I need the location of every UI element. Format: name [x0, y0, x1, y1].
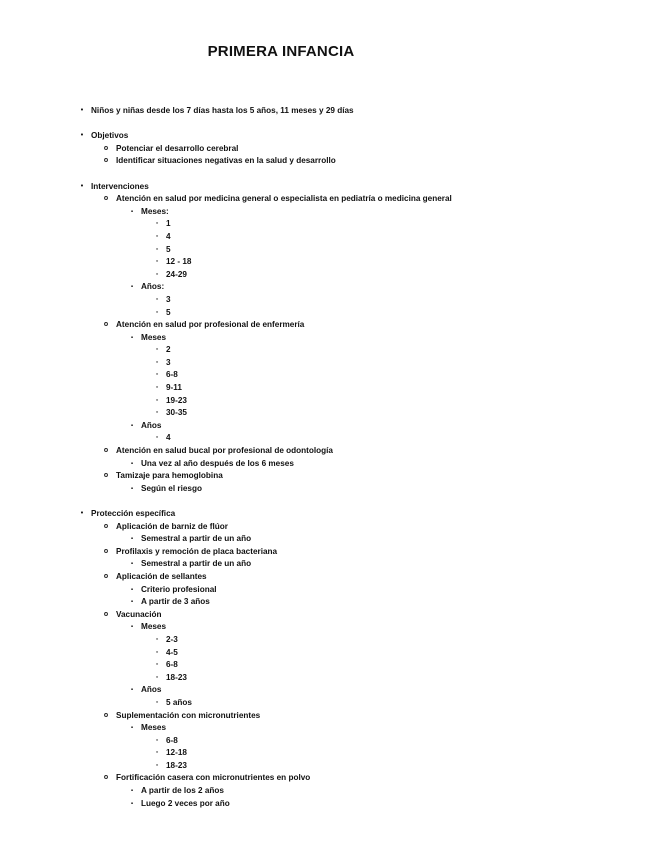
list-item-level-2: [0, 772, 640, 785]
bullet-icon: ▫: [155, 295, 159, 303]
list-item-text: Niños y niñas desde los 7 días hasta los 5 años, 11 meses y 29 días: [91, 106, 354, 115]
list-item-text: Vacunación: [116, 609, 162, 619]
list-item-level-1: [0, 181, 640, 194]
list-item-text: Años: [141, 420, 162, 430]
list-item-text: Aplicación de barniz de flúor: [116, 521, 228, 531]
list-item-level-4: [0, 647, 640, 660]
list-item-text: A partir de 3 años: [141, 597, 210, 607]
bullet-icon: o: [103, 157, 109, 165]
list-item-level-4: [0, 747, 640, 760]
list-item-level-3: [0, 684, 640, 697]
bullet-icon: ▪: [130, 624, 134, 631]
list-item-level-4: [0, 357, 640, 370]
list-item-level-3: [0, 420, 640, 433]
list-item-text: Profilaxis y remoción de placa bacteriana: [116, 546, 278, 556]
bullet-icon: o: [103, 447, 109, 455]
bullet-icon: ▫: [155, 635, 159, 643]
bullet-icon: ▫: [155, 736, 159, 744]
list-item-level-4: [0, 634, 640, 647]
bullet-icon: ▪: [130, 460, 134, 467]
bullet-icon: ▫: [155, 761, 159, 769]
bullet-icon: ▫: [155, 396, 159, 404]
bullet-icon: ▫: [155, 232, 159, 240]
list-item-text: 19-23: [166, 395, 187, 405]
list-item-text: Meses: [141, 723, 167, 733]
list-item-level-4: [0, 697, 640, 710]
list-item-text: Identificar situaciones negativas en la salud y desarrollo: [116, 156, 336, 166]
bullet-icon: •: [80, 132, 84, 140]
bullet-icon: ▪: [130, 485, 134, 492]
bullet-icon: ▫: [155, 673, 159, 681]
bullet-icon: •: [80, 107, 84, 114]
bullet-icon: ▫: [155, 258, 159, 266]
list-item-level-4: [0, 659, 640, 672]
list-item-text: Meses: [141, 332, 167, 342]
list-item-level-3: [0, 621, 640, 634]
bullet-icon: o: [103, 522, 109, 530]
list-item-text: Según el riesgo: [141, 483, 202, 493]
bullet-icon: ▪: [130, 208, 134, 215]
list-item-level-4: [0, 256, 640, 269]
list-item-level-3: [0, 596, 640, 609]
list-spacer: [0, 118, 640, 131]
list-item-level-3: [0, 332, 640, 345]
bullet-icon: ▪: [130, 687, 134, 694]
list-item-text: Luego 2 veces por año: [141, 798, 230, 808]
list-item-level-3: [0, 206, 640, 219]
list-item-text: 2: [166, 345, 171, 355]
bullet-icon: ▫: [155, 409, 159, 417]
list-item-text: Atención en salud por profesional de enfermería: [116, 320, 305, 330]
list-spacer: [0, 168, 640, 181]
bullet-icon: o: [103, 547, 109, 555]
list-item-text: 18-23: [166, 760, 187, 770]
list-item-level-4: [0, 760, 640, 773]
list-item-level-1: [0, 508, 640, 521]
bullet-icon: ▪: [130, 599, 134, 606]
list-item-text: Atención en salud bucal por profesional de odontología: [116, 446, 333, 456]
list-item-text: 4-5: [166, 647, 178, 657]
bullet-icon: o: [103, 774, 109, 782]
list-item-level-1: [0, 105, 640, 118]
list-item-text: 4: [166, 433, 171, 443]
bullet-icon: ▪: [130, 334, 134, 341]
bullet-icon: ▪: [130, 284, 134, 291]
list-item-text: Aplicación de sellantes: [116, 571, 207, 581]
list-item-level-4: [0, 395, 640, 408]
list-item-level-2: [0, 143, 640, 156]
list-item-text: 5 años: [166, 697, 192, 707]
bullet-icon: ▪: [130, 800, 134, 807]
list-item-text: Tamizaje para hemoglobina: [116, 471, 223, 481]
bullet-icon: ▫: [155, 346, 159, 354]
list-item-level-3: [0, 458, 640, 471]
list-item-text: 3: [166, 294, 171, 304]
list-item-text: Años: [141, 685, 162, 695]
list-item-level-3: [0, 483, 640, 496]
list-item-level-4: [0, 244, 640, 257]
list-item-level-1: [0, 130, 640, 143]
list-item-text: 6-8: [166, 735, 178, 745]
list-item-level-4: [0, 369, 640, 382]
list-item-text: Protección específica: [91, 509, 176, 518]
bullet-icon: •: [80, 510, 84, 517]
list-item-level-2: [0, 319, 640, 332]
list-item-text: 6-8: [166, 660, 178, 670]
list-item-level-4: [0, 382, 640, 395]
list-spacer: [0, 495, 640, 508]
list-item-level-4: [0, 269, 640, 282]
list-item-text: 1: [166, 219, 171, 229]
list-item-text: Objetivos: [91, 131, 129, 141]
list-item-text: Atención en salud por medicina general o especialista en pediatría o medicina general: [116, 194, 452, 204]
list-item-text: Criterio profesional: [141, 584, 217, 594]
list-item-text: 4: [166, 231, 171, 241]
list-item-text: 2-3: [166, 634, 178, 644]
list-item-level-4: [0, 432, 640, 445]
bullet-icon: •: [80, 182, 84, 190]
bullet-icon: ▫: [155, 749, 159, 757]
bullet-icon: o: [103, 195, 109, 203]
bullet-icon: ▪: [130, 561, 134, 568]
list-item-text: 18-23: [166, 672, 187, 682]
page-title: PRIMERA INFANCIA: [207, 43, 355, 60]
list-item-text: 12-18: [166, 748, 187, 758]
bullet-icon: ▪: [130, 586, 134, 593]
list-item-level-4: [0, 672, 640, 685]
bullet-icon: ▫: [155, 220, 159, 228]
list-item-level-4: [0, 218, 640, 231]
bullet-icon: ▪: [130, 536, 134, 543]
bullet-icon: o: [103, 472, 109, 480]
list-item-level-4: [0, 735, 640, 748]
list-item-level-2: [0, 571, 640, 584]
list-item-text: 12 - 18: [166, 257, 192, 267]
list-item-level-2: [0, 445, 640, 458]
list-item-text: Fortificación casera con micronutrientes en polvo: [116, 773, 311, 783]
list-item-text: Años:: [141, 282, 165, 292]
bullet-icon: ▪: [130, 725, 134, 732]
list-item-level-2: [0, 710, 640, 723]
bullet-icon: ▫: [155, 308, 159, 316]
bullet-icon: ▫: [155, 371, 159, 379]
list-item-text: Intervenciones: [91, 181, 149, 191]
list-item-text: 9-11: [166, 383, 182, 393]
list-item-text: A partir de los 2 años: [141, 786, 224, 796]
list-item-level-3: [0, 722, 640, 735]
bullet-icon: o: [103, 572, 109, 580]
list-item-text: 5: [166, 307, 171, 317]
list-item-text: 24-29: [166, 269, 187, 279]
list-item-level-2: [0, 193, 640, 206]
bullet-icon: o: [103, 711, 109, 719]
list-item-level-3: [0, 533, 640, 546]
bullet-icon: ▫: [155, 648, 159, 656]
list-item-text: 5: [166, 244, 171, 254]
list-item-level-2: [0, 155, 640, 168]
bullet-icon: ▫: [155, 270, 159, 278]
bullet-icon: o: [103, 144, 109, 152]
list-item-level-3: [0, 281, 640, 294]
list-item-level-4: [0, 231, 640, 244]
bullet-icon: o: [103, 321, 109, 329]
list-item-text: Meses: [141, 622, 167, 632]
list-item-text: Una vez al año después de los 6 meses: [141, 458, 294, 468]
list-item-text: 30-35: [166, 408, 187, 418]
list-item-level-3: [0, 584, 640, 597]
list-item-level-3: [0, 798, 640, 811]
bullet-icon: ▫: [155, 698, 159, 706]
list-item-text: 3: [166, 357, 171, 367]
list-item-text: Suplementación con micronutrientes: [116, 710, 261, 720]
bullet-icon: ▪: [130, 788, 134, 795]
bullet-icon: ▫: [155, 661, 159, 669]
list-item-text: Meses:: [141, 206, 169, 216]
list-item-level-4: [0, 344, 640, 357]
list-item-level-4: [0, 307, 640, 320]
list-item-text: Potenciar el desarrollo cerebral: [116, 143, 239, 153]
list-item-level-2: [0, 521, 640, 534]
list-item-level-4: [0, 407, 640, 420]
bullet-icon: ▫: [155, 384, 159, 392]
list-item-level-2: [0, 609, 640, 622]
bullet-icon: ▫: [155, 358, 159, 366]
outline-list: [0, 105, 640, 810]
list-item-level-3: [0, 558, 640, 571]
list-item-text: Semestral a partir de un año: [141, 534, 252, 544]
bullet-icon: ▫: [155, 434, 159, 442]
bullet-icon: o: [103, 610, 109, 618]
list-item-level-2: [0, 470, 640, 483]
list-item-level-4: [0, 294, 640, 307]
list-item-text: Semestral a partir de un año: [141, 559, 252, 569]
list-item-level-3: [0, 785, 640, 798]
list-item-level-2: [0, 546, 640, 559]
bullet-icon: ▪: [130, 422, 134, 429]
bullet-icon: ▫: [155, 245, 159, 253]
list-item-text: 6-8: [166, 370, 178, 380]
